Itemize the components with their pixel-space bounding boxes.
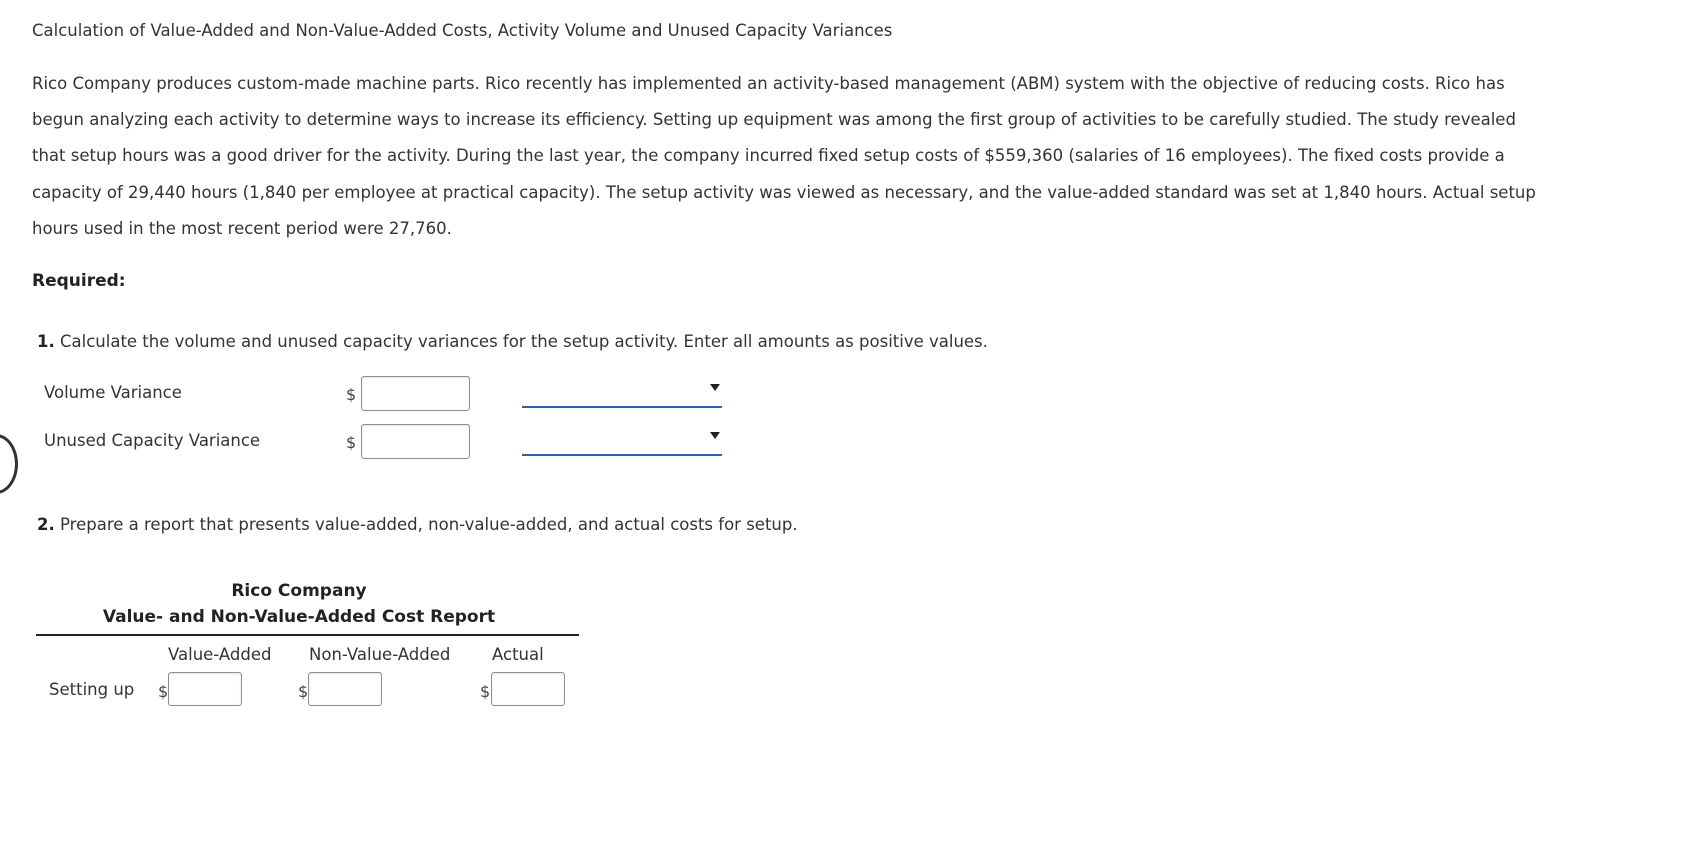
column-header-value-added: Value-Added xyxy=(168,645,272,664)
required-heading: Required: xyxy=(32,271,126,291)
chevron-down-icon xyxy=(710,384,720,391)
cost-report xyxy=(36,578,580,701)
non-value-added-cost-input[interactable] xyxy=(308,672,382,706)
unused-capacity-variance-type-select[interactable] xyxy=(522,428,722,456)
question-1-text: Calculate the volume and unused capacity variances for the setup activity. Enter all amounts as positive values. xyxy=(60,332,988,351)
page-title: Calculation of Value-Added and Non-Value-Added Costs, Activity Volume and Unused Capacity Variances xyxy=(32,21,893,40)
actual-cost-input[interactable] xyxy=(491,672,565,706)
currency-symbol: $ xyxy=(298,682,309,701)
column-header-actual: Actual xyxy=(492,645,544,664)
question-2 xyxy=(37,512,798,538)
question-1-number: 1. xyxy=(37,332,55,351)
report-row-setting-up xyxy=(36,672,580,708)
problem-description: Rico Company produces custom-made machine parts. Rico recently has implemented an activity-based management (ABM) system with the objective of reducing costs. Rico has begun analyzing each activity to determine ways to increase its efficiency. Setting up equipment was among the first group of activities to be carefully studied. The study revealed that setup hours was a good driver for the activity. During the last year, the company incurred fixed setup costs of $559,360 (salaries of 16 employees). The fixed costs provide a capacity of 29,440 hours (1,840 per employee at practical capacity). The setup activity was viewed as necessary, and the value-added standard was set at 1,840 hours. Actual setup hours used in the most recent period were 27,760. xyxy=(32,74,1536,238)
report-title: Value- and Non-Value-Added Cost Report xyxy=(102,607,496,627)
report-divider xyxy=(36,634,579,636)
question-1 xyxy=(37,329,988,355)
currency-symbol: $ xyxy=(346,433,357,452)
currency-symbol: $ xyxy=(158,682,169,701)
unused-capacity-variance-row xyxy=(44,424,744,460)
chevron-down-icon xyxy=(710,432,720,439)
volume-variance-row xyxy=(44,376,744,412)
column-header-non-value-added: Non-Value-Added xyxy=(309,645,451,664)
currency-symbol: $ xyxy=(480,682,491,701)
report-company-name: Rico Company xyxy=(231,581,367,601)
unused-capacity-variance-label: Unused Capacity Variance xyxy=(44,431,261,450)
volume-variance-label: Volume Variance xyxy=(44,383,182,402)
volume-variance-amount-input[interactable] xyxy=(361,376,470,411)
setting-up-label: Setting up xyxy=(49,680,135,699)
value-added-cost-input[interactable] xyxy=(168,672,242,706)
unused-capacity-variance-amount-input[interactable] xyxy=(361,424,470,459)
question-2-number: 2. xyxy=(37,515,55,534)
partial-circle-decoration xyxy=(0,434,18,494)
question-2-text: Prepare a report that presents value-added, non-value-added, and actual costs for setup. xyxy=(60,515,798,534)
volume-variance-type-select[interactable] xyxy=(522,380,722,408)
currency-symbol: $ xyxy=(346,385,357,404)
